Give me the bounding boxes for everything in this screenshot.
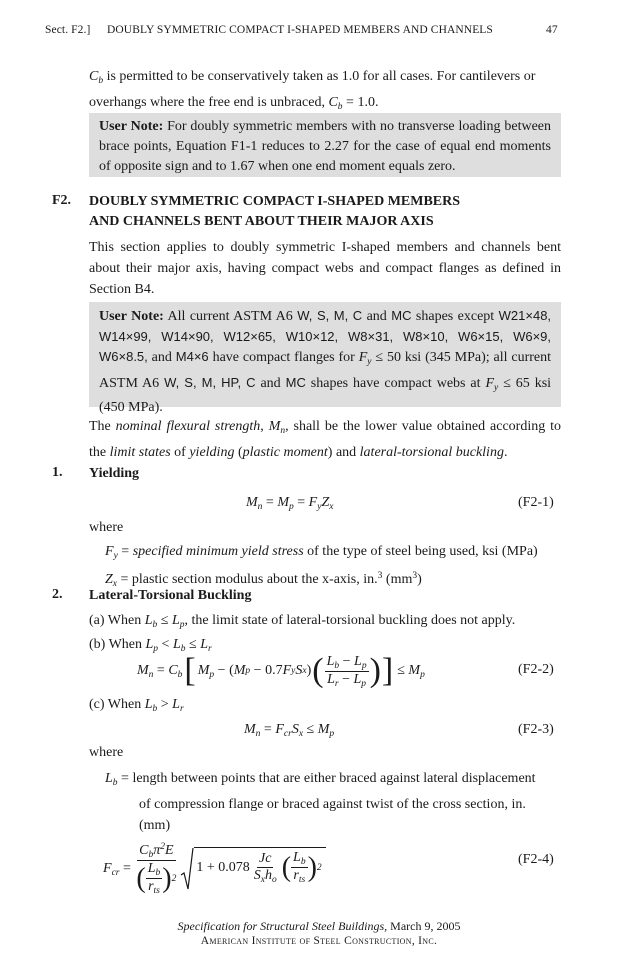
intro-paragraph: $C_b$ is permitted to be conservatively taken as 1.0 for all cases. For cantilevers or overhangs where the free end is unbraced, $C_b = 1.0$. <box>89 69 536 112</box>
case-b: (b) When $L_p < L_b \le L_r$ <box>89 637 212 654</box>
equation-f2-4: $F_{cr}$ = $C_b\pi^2E$ ( $\frac{L_b}{r_{ts}}$ ) 2 1 + 0.078 $\frac{Jc}{S_xh_o}$ ( $\frac{L_b}{r_{ts}}$ ) 2 <box>103 834 326 904</box>
user-note-2: User Note: All current ASTM A6 W, S, M, C and MC shapes except W21×48, W14×99, W14×90, W12×65, W10×12, W8×31, W8×10, W6×15, W6×9, W6×8.5, and M4×6 have compact flanges for $F_y \le 50$ ksi (345 MPa); all current ASTM A6 W, S, M, HP, C and MC shapes have compact webs at $F_y \le 65$ ksi (450 MPa). <box>89 302 561 407</box>
equation-number-f2-3: (F2-3) <box>518 722 554 737</box>
subsection-title-yielding: Yielding <box>89 466 140 481</box>
footer-line-2: American Institute of Steel Construction, Inc. <box>200 935 438 947</box>
equation-f2-3: $M_n = F_{cr}S_x \le M_p$ <box>244 722 335 739</box>
case-c: (c) When $L_b > L_r$ <box>89 697 184 714</box>
lb-definition: $L_b$ = length between points that are either braced against lateral displacement of compression flange or braced against twist of the cross section, in. (mm) <box>105 771 536 833</box>
section-body: This section applies to doubly symmetric I-shaped members and channels bent about their major axis, having compact webs and compact flanges as defined in Section B4. <box>89 240 561 297</box>
equation-f2-1: $M_n = M_p = F_yZ_x$ <box>246 495 334 512</box>
equation-f2-2: $M_n$ = $C_b$ [ $M_p$ − ( M p − 0.7 F y S x ) ( $\frac{L_b - L_p}{L_r - L_p}$ ) ] ≤ $M_p$ <box>137 652 425 689</box>
subsection-title-ltb: Lateral-Torsional Buckling <box>89 588 252 603</box>
page-number: 47 <box>546 24 558 36</box>
user-note-text: For doubly symmetric members with no transverse loading between brace points, Equation F1-1 reduces to 2.27 for the case of equal end moments of opposite sign and to 1.67 when one end moment equals zero. <box>99 119 552 174</box>
where-label-2: where <box>89 745 124 760</box>
footer-line-1: Specification for Structural Steel Buildings, March 9, 2005 <box>177 919 461 933</box>
user-note-1 <box>89 113 561 177</box>
fy-definition: $F_y$ = specified minimum yield stress of the type of steel being used, ksi (MPa) <box>105 544 538 561</box>
running-header-title: DOUBLY SYMMETRIC COMPACT I-SHAPED MEMBERS AND CHANNELS <box>107 24 493 36</box>
equation-number-f2-2: (F2-2) <box>518 662 554 677</box>
square-root-icon <box>180 847 194 891</box>
case-a: (a) When $L_b \le L_p$, the limit state of lateral-torsional buckling does not apply. <box>89 613 516 630</box>
equation-number-f2-4: (F2-4) <box>518 852 554 867</box>
section-number: F2. <box>52 193 72 208</box>
user-note-label: User Note: <box>99 119 164 134</box>
subsection-number-1: 1. <box>52 465 63 480</box>
running-header-section: Sect. F2.] <box>45 24 91 36</box>
nominal-strength-paragraph: The nominal flexural strength, $M_n$, shall be the lower value obtained according to the limit states of yielding (plastic moment) and lateral-torsional buckling. <box>89 419 562 460</box>
section-title: DOUBLY SYMMETRIC COMPACT I-SHAPED MEMBERS AND CHANNELS BENT ABOUT THEIR MAJOR AXIS <box>89 194 461 229</box>
zx-definition: $Z_x$ = plastic section modulus about the x-axis, in.$^3$ $(mm^3)$ <box>105 571 422 589</box>
subsection-number-2: 2. <box>52 587 63 602</box>
equation-number-f2-1: (F2-1) <box>518 495 554 510</box>
where-label-1: where <box>89 520 124 535</box>
